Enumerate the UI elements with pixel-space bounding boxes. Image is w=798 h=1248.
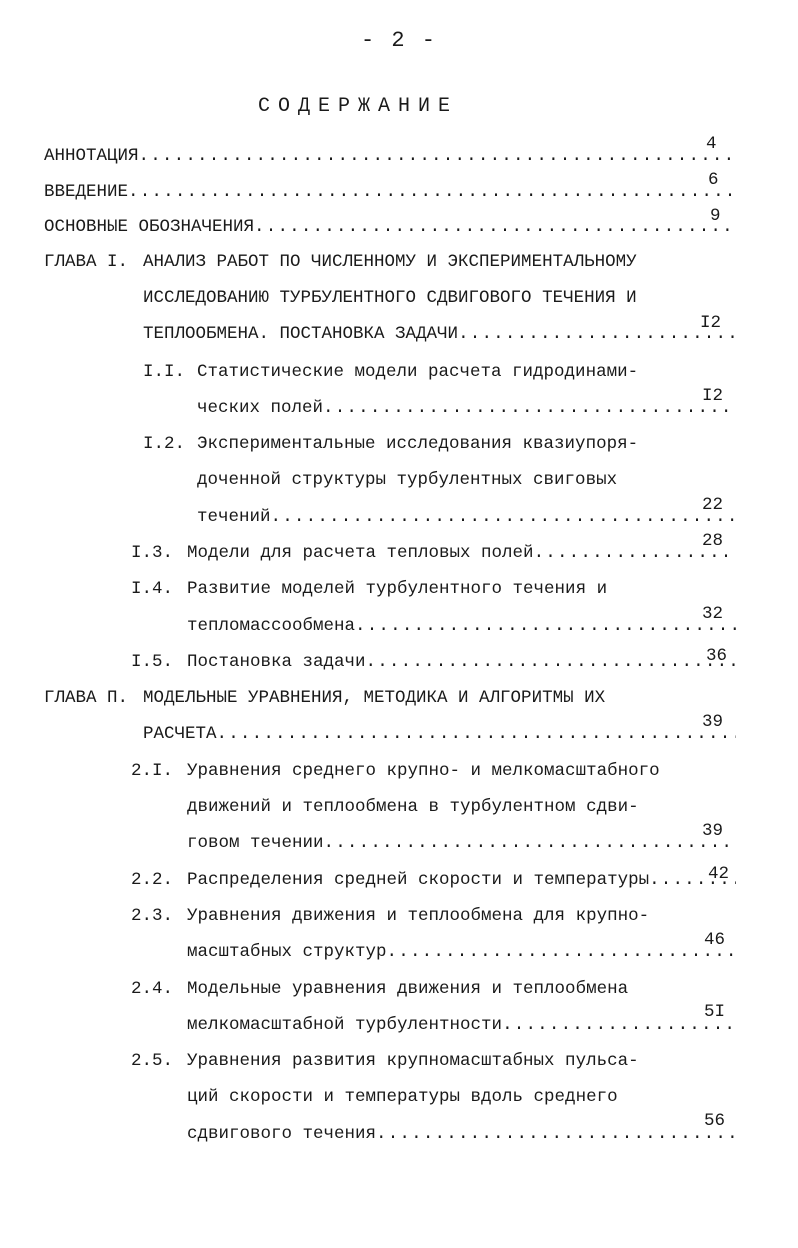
toc-entry-text: Распределения средней скорости и температуры [187, 870, 650, 890]
section-title-line: Развитие моделей турбулентного течения и [187, 579, 608, 599]
section-number: 2.5. [131, 1051, 174, 1071]
toc-entry-introduction [44, 180, 736, 204]
toc-entry-text: Модели для расчета тепловых полей [187, 543, 534, 563]
dot-leader [254, 215, 736, 239]
chapter-title-line: МОДЕЛЬНЫЕ УРАВНЕНИЯ, МЕТОДИКА И АЛГОРИТМЫ ИХ [143, 688, 606, 708]
section-title-line: Статистические модели расчета гидродинами- [197, 362, 639, 382]
section-title-line: Уравнения развития крупномасштабных пульса- [187, 1051, 639, 1071]
toc-entry-chapter-1 [143, 322, 736, 346]
toc-page-number: 4 [706, 134, 717, 154]
toc-entry-text: ТЕПЛООБМЕНА. ПОСТАНОВКА ЗАДАЧИ [143, 324, 459, 344]
section-number: I.4. [131, 579, 174, 599]
toc-entry-2-2 [187, 868, 736, 892]
toc-entry-text: говом течении [187, 833, 324, 853]
section-title-line: доченной структуры турбулентных свиговых [197, 470, 618, 490]
chapter-title-line: АНАЛИЗ РАБОТ ПО ЧИСЛЕННОМУ И ЭКСПЕРИМЕНТАЛЬНОМУ [143, 252, 637, 272]
dot-leader [217, 722, 736, 746]
toc-page-number: 5I [704, 1002, 726, 1022]
dot-leader [271, 505, 736, 529]
toc-entry-text: ческих полей [197, 398, 324, 418]
section-number: 2.3. [131, 906, 174, 926]
dot-leader [324, 831, 736, 855]
section-number: 2.I. [131, 761, 174, 781]
dot-leader [376, 1122, 736, 1146]
toc-page-number: 32 [702, 604, 724, 624]
toc-entry-text: РАСЧЕТА [143, 724, 217, 744]
section-number: 2.2. [131, 870, 174, 890]
toc-entry-1-2 [197, 505, 736, 529]
dot-leader [502, 1013, 736, 1037]
section-number: I.2. [143, 434, 186, 454]
toc-entry-2-3 [187, 940, 736, 964]
chapter-label: ГЛАВА I. [44, 252, 129, 272]
dot-leader [355, 614, 736, 638]
toc-page-number: 42 [708, 864, 730, 884]
toc-page-number: 9 [710, 206, 721, 226]
toc-entry-2-1 [187, 831, 736, 855]
chapter-label: ГЛАВА П. [44, 688, 129, 708]
dot-leader [458, 322, 736, 346]
toc-entry-text: мелкомасштабной турбулентности [187, 1015, 503, 1035]
toc-entry-text: Постановка задачи [187, 652, 366, 672]
toc-page-number: 22 [702, 495, 724, 515]
section-number: 2.4. [131, 979, 174, 999]
toc-page-number: 6 [708, 170, 719, 190]
toc-page-number: 36 [706, 646, 728, 666]
toc-entry-1-1 [197, 396, 736, 420]
page-number: - 2 - [360, 28, 437, 53]
toc-entry-notation [44, 215, 736, 239]
section-title-line: Модельные уравнения движения и теплообмена [187, 979, 629, 999]
toc-page-number: I2 [702, 386, 724, 406]
toc-entry-text: ОСНОВНЫЕ ОБОЗНАЧЕНИЯ [44, 217, 255, 237]
dot-leader [366, 650, 736, 674]
section-number: I.5. [131, 652, 174, 672]
section-number: I.3. [131, 543, 174, 563]
toc-entry-text: масштабных структур [187, 942, 387, 962]
dot-leader [323, 396, 736, 420]
toc-entry-1-5 [187, 650, 736, 674]
section-number: I.I. [143, 362, 186, 382]
dot-leader [139, 144, 736, 168]
chapter-title-line: ИССЛЕДОВАНИЮ ТУРБУЛЕНТНОГО СДВИГОВОГО ТЕЧЕНИЯ И [143, 288, 637, 308]
toc-entry-1-3 [187, 541, 736, 565]
toc-page-number: 28 [702, 531, 724, 551]
section-title-line: движений и теплообмена в турбулентном сдви- [187, 797, 639, 817]
toc-entry-text: ВВЕДЕНИЕ [44, 182, 129, 202]
toc-entry-1-4 [187, 614, 736, 638]
toc-entry-text: тепломассообмена [187, 616, 356, 636]
toc-page-number: 39 [702, 712, 724, 732]
toc-entry-chapter-2 [143, 722, 736, 746]
toc-entry-2-4 [187, 1013, 736, 1037]
toc-entry-2-5 [187, 1122, 736, 1146]
page-title: СОДЕРЖАНИЕ [257, 95, 459, 118]
section-title-line: Уравнения движения и теплообмена для крупно- [187, 906, 650, 926]
section-title-line: ций скорости и температуры вдоль среднего [187, 1087, 618, 1107]
dot-leader [387, 940, 736, 964]
toc-entry-text: течений [197, 507, 271, 527]
toc-page-number: I2 [700, 313, 722, 333]
toc-page-number: 56 [704, 1111, 726, 1131]
section-title-line: Экспериментальные исследования квазиупоря- [197, 434, 639, 454]
section-title-line: Уравнения среднего крупно- и мелкомасштабного [187, 761, 660, 781]
toc-page-number: 46 [704, 930, 726, 950]
dot-leader [128, 180, 736, 204]
toc-entry-annotation [44, 144, 736, 168]
toc-entry-text: АННОТАЦИЯ [44, 146, 139, 166]
toc-page-number: 39 [702, 821, 724, 841]
toc-entry-text: сдвигового течения [187, 1124, 377, 1144]
